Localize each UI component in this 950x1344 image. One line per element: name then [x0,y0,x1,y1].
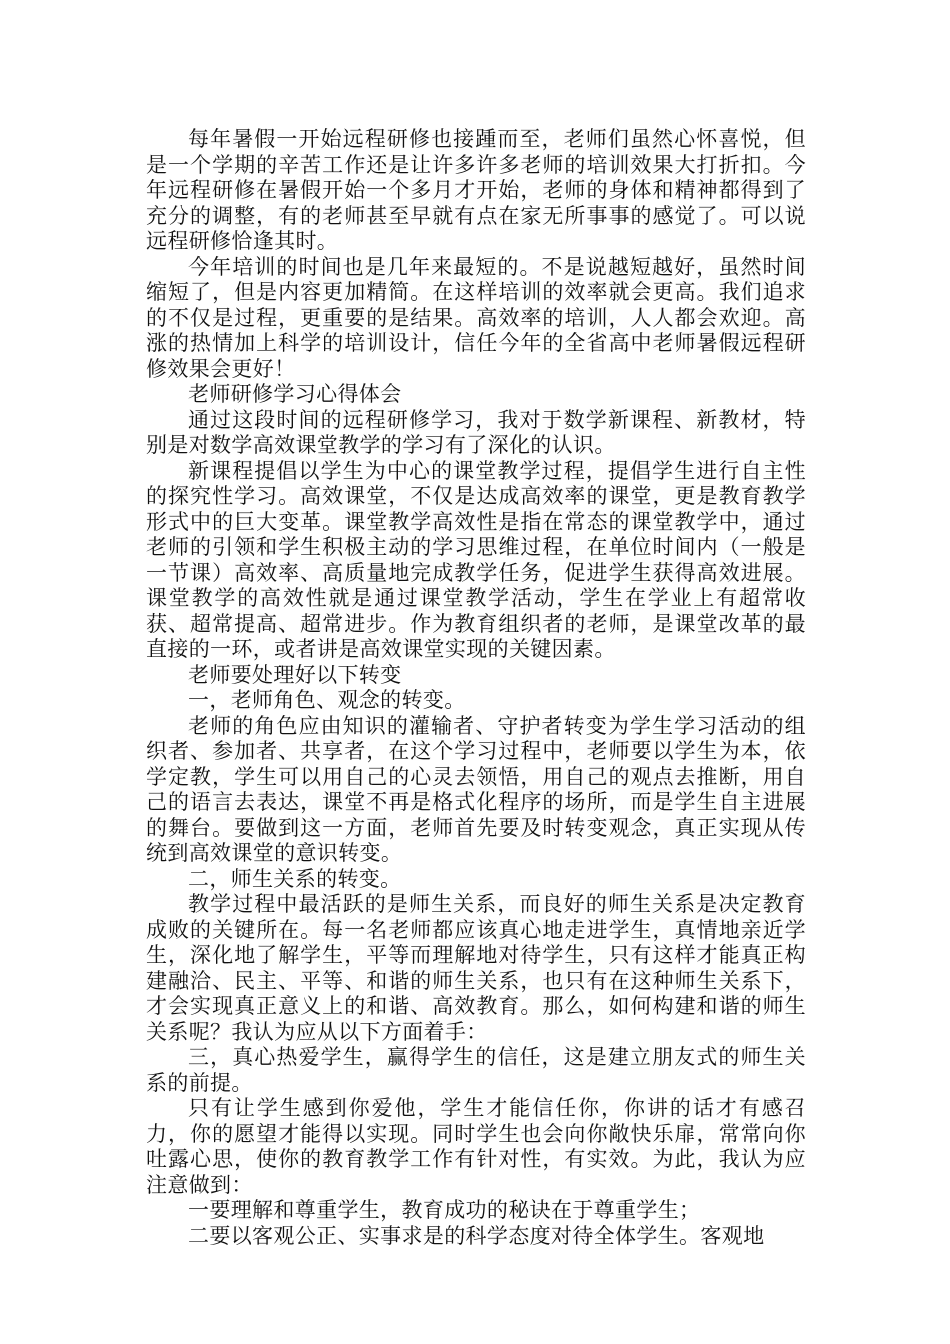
paragraph: 只有让学生感到你爱他，学生才能信任你，你讲的话才有感召力，你的愿望才能得以实现。同时学生也会向你敞快乐扉，常常向你吐露心思，使你的教育教学工作有针对性，有实效。为此，我认为应注意做到： [146,1096,806,1197]
document-body [146,127,806,1249]
paragraph: 今年培训的时间也是几年来最短的。不是说越短越好，虽然时间缩短了，但是内容更加精简。在这样培训的效率就会更高。我们追求的不仅是过程，更重要的是结果。高效率的培训，人人都会欢迎。高涨的热情加上科学的培训设计，信任今年的全省高中老师暑假远程研修效果会更好！ [146,254,806,381]
paragraph: 每年暑假一开始远程研修也接踵而至，老师们虽然心怀喜悦，但是一个学期的辛苦工作还是让许多许多老师的培训效果大打折扣。今年远程研修在暑假开始一个多月才开始，老师的身体和精神都得到了充分的调整，有的老师甚至早就有点在家无所事事的感觉了。可以说远程研修恰逢其时。 [146,127,806,253]
paragraph: 一要理解和尊重学生，教育成功的秘诀在于尊重学生； [188,1198,701,1222]
list-heading: 三，真心热爱学生，赢得学生的信任，这是建立朋友式的师生关系的前提。 [146,1045,806,1095]
paragraph: 二要以客观公正、实事求是的科学态度对待全体学生。客观地 [188,1223,765,1248]
paragraph: 老师的角色应由知识的灌输者、守护者转变为学生学习活动的组织者、参加者、共享者，在这个学习过程中，老师要以学生为本，依学定教，学生可以用自己的心灵去领悟，用自己的观点去推断，用自己的语言去表达，课堂不再是格式化程序的场所，而是学生自主进展的舞台。要做到这一方面，老师首先要及时转变观念，真正实现从传统到高效课堂的意识转变。 [146,713,806,865]
paragraph: 教学过程中最活跃的是师生关系，而良好的师生关系是决定教育成败的关键所在。每一名老师都应该真心地走进学生，真情地亲近学生，深化地了解学生，平等而理解地对待学生，只有这样才能真正构建融洽、民主、平等、和谐的师生关系，也只有在这种师生关系下，才会实现真正意义上的和谐、高效教育。那么，如何构建和谐的师生关系呢？我认为应从以下方面着手： [146,892,806,1044]
list-heading: 一，老师角色、观念的转变。 [188,688,466,712]
list-heading: 二，师生关系的转变。 [188,866,402,891]
paragraph: 通过这段时间的远程研修学习，我对于数学新课程、新教材，特别是对数学高效课堂教学的学习有了深化的认识。 [146,407,806,457]
section-heading: 老师要处理好以下转变 [188,662,402,687]
section-heading: 老师研修学习心得体会 [188,382,402,406]
paragraph: 新课程提倡以学生为中心的课堂教学过程，提倡学生进行自主性的探究性学习。高效课堂，不仅是达成高效率的课堂，更是教育教学形式中的巨大变革。课堂教学高效性是指在常态的课堂教学中，通过老师的引领和学生积极主动的学习思维过程，在单位时间内（一般是一节课）高效率、高质量地完成教学任务，促进学生获得高效进展。课堂教学的高效性就是通过课堂教学活动，学生在学业上有超常收获、超常提高、超常进步。作为教育组织者的老师，是课堂改革的最直接的一环，或者讲是高效课堂实现的关键因素。 [146,458,806,661]
